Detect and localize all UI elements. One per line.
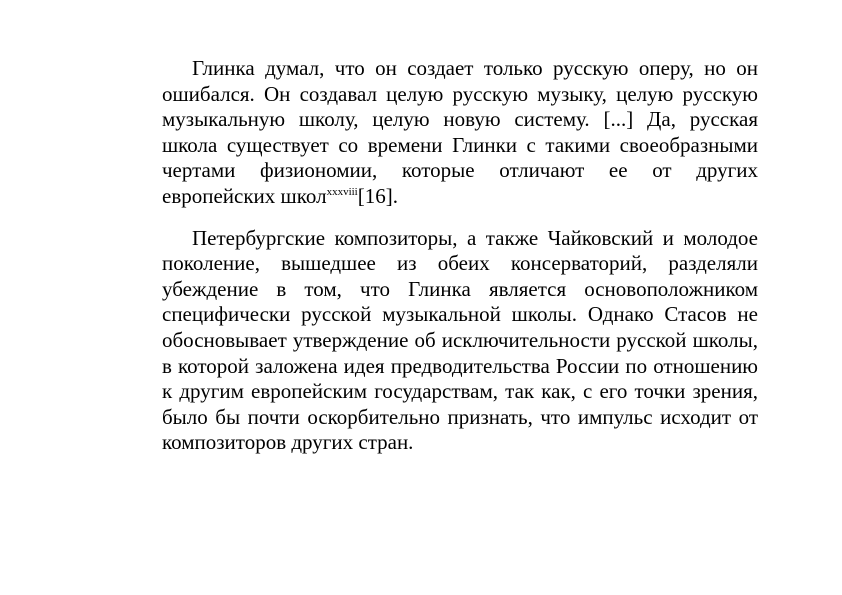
citation-reference: [16].: [357, 183, 398, 208]
paragraph-glinka-quote: [162, 56, 758, 210]
footnote-marker: xxxviii: [326, 185, 358, 198]
paragraph-petersburg-composers: [162, 226, 758, 456]
text-body: [162, 56, 758, 456]
paragraph-2-text: Петербургские композиторы, а также Чайковский и молодое поколение, вышедшее из обеих консерваторий, разделяли убеждение в том, что Глинка является основоположником специфически русской музыкальной школы. Однако Стасов не обосновывает утверждение об исключительности русской школы, в которой заложена идея предводительства России по отношению к другим европейским государствам, так как, с его точки зрения, было бы почти оскорбительно признать, что импульс исходит от композиторов других стран.: [162, 225, 758, 455]
paragraph-1-text: Глинка думал, что он создает только русскую оперу, но он ошибался. Он создавал целую русскую музыку, целую русскую музыкальную школу, целую новую систему. [...] Да, русская школа существует со времени Глинки с такими своеобразными чертами физиономии, которые отличают ее от других европейских школ: [162, 56, 758, 208]
